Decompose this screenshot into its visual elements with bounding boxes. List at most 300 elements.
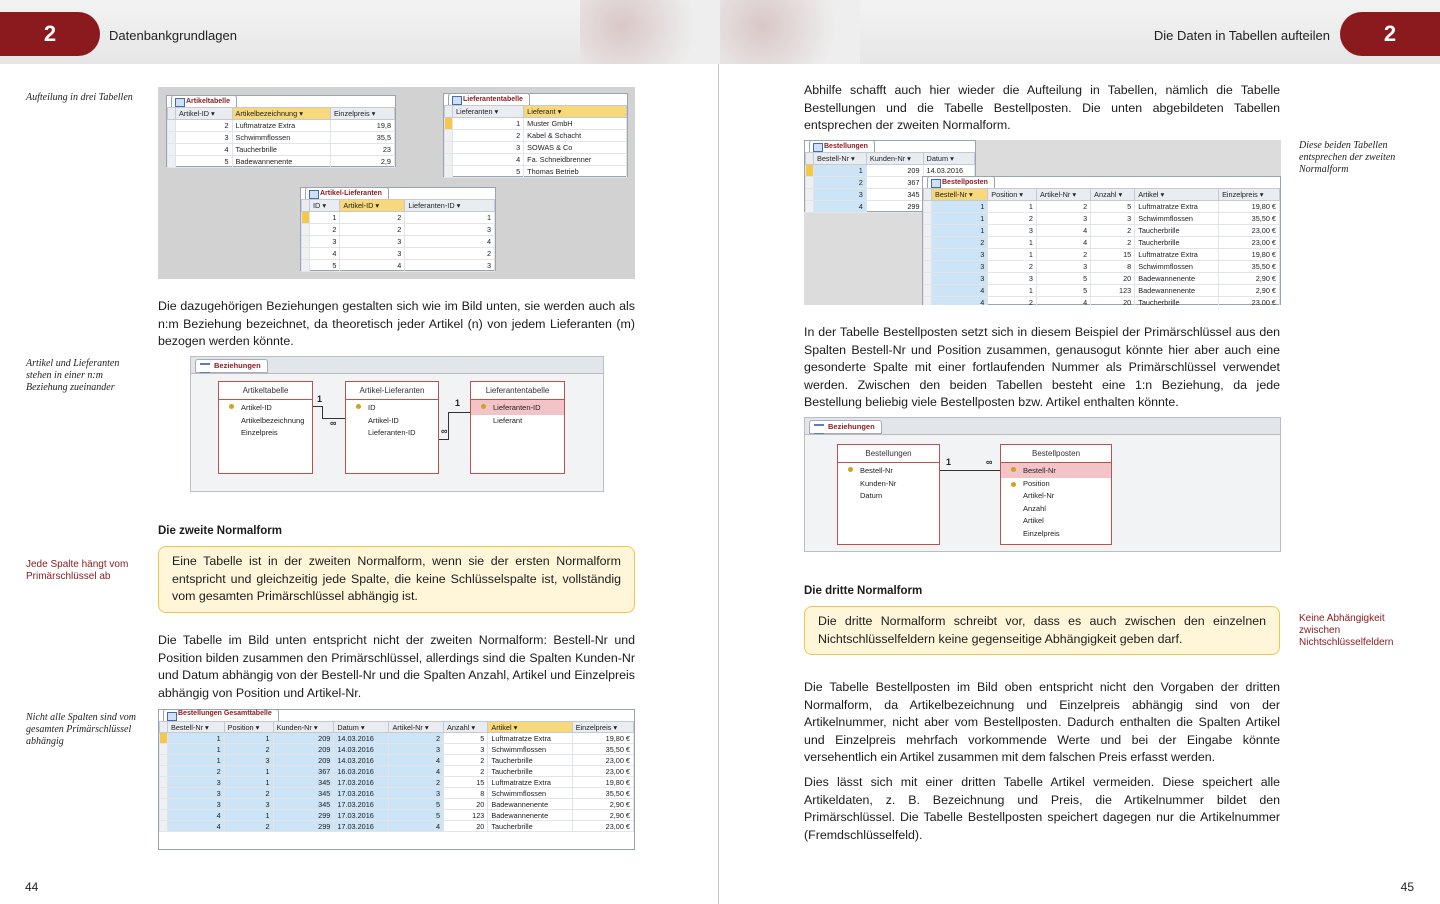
column-header[interactable]: Einzelpreis ▾ xyxy=(330,108,394,120)
column-header[interactable]: Kunden-Nr ▾ xyxy=(273,722,334,733)
table-cell[interactable]: 2 xyxy=(1091,225,1135,237)
table-cell[interactable]: 2 xyxy=(340,224,405,236)
table-cell[interactable]: 4 xyxy=(453,154,524,166)
table-cell[interactable]: 35,50 € xyxy=(572,788,633,799)
table-cell[interactable]: 20 xyxy=(444,799,488,810)
table-cell[interactable]: Schwimmflossen xyxy=(232,132,330,144)
table-cell[interactable]: 3 xyxy=(932,273,988,285)
table-row[interactable] xyxy=(160,744,634,755)
table-cell[interactable]: 2 xyxy=(405,248,495,260)
table-cell[interactable]: 3 xyxy=(224,799,273,810)
table-cell[interactable]: 1 xyxy=(988,249,1037,261)
entity-field: Einzelpreis xyxy=(1023,528,1060,538)
table-cell[interactable]: Schwimmflossen xyxy=(488,744,572,755)
table-cell[interactable]: 2 xyxy=(168,766,225,777)
table-cell[interactable]: 35,50 € xyxy=(1219,213,1280,225)
table-cell[interactable]: 3 xyxy=(1036,213,1090,225)
table-row[interactable] xyxy=(302,260,495,272)
row-selector[interactable] xyxy=(302,260,310,272)
row-selector[interactable] xyxy=(302,236,310,248)
table-row[interactable] xyxy=(445,130,627,142)
table-cell[interactable]: 5 xyxy=(1091,201,1135,213)
table-cell[interactable]: 14.03.2016 xyxy=(923,165,974,177)
column-header[interactable]: ID ▾ xyxy=(310,200,340,212)
table-row[interactable] xyxy=(160,810,634,821)
table-cell[interactable]: 2,90 € xyxy=(572,799,633,810)
column-header[interactable]: Position ▾ xyxy=(224,722,273,733)
table-cell[interactable]: 1 xyxy=(224,733,273,744)
table-cell[interactable]: 3 xyxy=(932,261,988,273)
table-cell[interactable]: 1 xyxy=(224,766,273,777)
row-selector[interactable] xyxy=(302,224,310,236)
table-cell[interactable]: Taucherbrille xyxy=(488,766,572,777)
right-page xyxy=(720,0,1440,904)
column-header[interactable]: Datum ▾ xyxy=(923,153,974,165)
table-cell[interactable]: 17.03.2016 xyxy=(334,788,389,799)
paragraph: Dies lässt sich mit einer dritten Tabelle Artikel vermeiden. Diese speichert alle Artikeldaten, z. B. Bezeichnung und Preis, die Artikelnummer bildet den Primärschlüssel. Die Tabelle Bestellposten speichert dagegen nur die Artikelnummer (Fremdschlüsselfeld). xyxy=(804,775,1280,842)
table-cell[interactable]: 20 xyxy=(1091,297,1135,306)
table-lieferanten xyxy=(443,93,628,177)
table-row[interactable] xyxy=(924,201,1280,213)
row-selector[interactable] xyxy=(924,261,932,273)
row-selector-header[interactable] xyxy=(806,153,814,165)
column-header[interactable]: Artikel ▾ xyxy=(488,722,572,733)
table-cell[interactable]: 3 xyxy=(340,236,405,248)
table-row[interactable] xyxy=(302,248,495,260)
row-selector[interactable] xyxy=(806,165,814,177)
table-cell[interactable]: 1 xyxy=(814,165,867,177)
table-cell[interactable]: 1 xyxy=(168,744,225,755)
table-cell[interactable]: 367 xyxy=(866,177,923,189)
table-cell[interactable]: 345 xyxy=(273,777,334,788)
table-cell[interactable]: 2 xyxy=(444,755,488,766)
table-cell[interactable]: 23,00 € xyxy=(572,821,633,832)
relation-line xyxy=(940,470,1000,471)
paragraph: Die Tabelle Bestellposten im Bild oben entspricht nicht den Vorgaben der dritten Normalform, da Artikelbezeichnung und Einzelpreis abhängig sind von der Artikelnummer, nicht aber vom Bestellposten. Dadurch enthalten die Spalten Artikel und Einzelpreis mehrfach vorkommende Werte und bei der Eingabe könnte versehentlich ein Artikel zusammen mit dem falschen Preis erfasst werden. xyxy=(804,680,1280,764)
cardinality-one: 1 xyxy=(455,398,461,408)
table-cell[interactable]: 1 xyxy=(310,212,340,224)
table-cell[interactable]: 19,80 € xyxy=(1219,201,1280,213)
table-cell[interactable]: 3 xyxy=(453,142,524,154)
table-cell[interactable]: 20 xyxy=(1091,273,1135,285)
table-cell[interactable]: 3 xyxy=(405,260,495,272)
row-selector[interactable] xyxy=(445,130,453,142)
table-cell[interactable]: 3 xyxy=(1036,261,1090,273)
table-cell[interactable]: 2 xyxy=(988,213,1037,225)
table-row[interactable] xyxy=(160,799,634,810)
table-cell[interactable]: 2 xyxy=(1036,249,1090,261)
table-cell[interactable]: Taucherbrille xyxy=(1135,237,1219,249)
table-cell[interactable]: 23 xyxy=(330,144,394,156)
table-cell[interactable]: 8 xyxy=(1091,261,1135,273)
column-header[interactable]: Lieferanten ▾ xyxy=(453,106,524,118)
page-header xyxy=(0,0,718,64)
table-cell[interactable]: 17.03.2016 xyxy=(334,799,389,810)
table-cell[interactable]: 17.03.2016 xyxy=(334,777,389,788)
row-selector[interactable] xyxy=(168,144,176,156)
table-bestellungen-gesamt xyxy=(158,709,635,850)
row-selector[interactable] xyxy=(924,237,932,249)
entity-artikel-lieferanten xyxy=(345,381,439,474)
table-cell[interactable]: 17.03.2016 xyxy=(334,821,389,832)
table-cell[interactable]: 14.03.2016 xyxy=(334,744,389,755)
row-selector[interactable] xyxy=(806,177,814,189)
table-row[interactable] xyxy=(302,236,495,248)
table-row[interactable] xyxy=(160,777,634,788)
column-header[interactable]: Artikel ▾ xyxy=(1135,189,1219,201)
column-header[interactable]: Artikel-ID ▾ xyxy=(176,108,233,120)
row-selector-header[interactable] xyxy=(168,108,176,120)
row-selector[interactable] xyxy=(445,142,453,154)
table-cell[interactable]: 3 xyxy=(168,777,225,788)
row-selector[interactable] xyxy=(924,249,932,261)
table-cell[interactable]: SOWAS & Co xyxy=(524,142,627,154)
table-cell[interactable]: 2 xyxy=(932,237,988,249)
table-cell[interactable]: 2 xyxy=(340,212,405,224)
table-cell[interactable]: 4 xyxy=(389,766,444,777)
row-selector[interactable] xyxy=(445,118,453,130)
relationships-canvas xyxy=(191,373,603,491)
table-row[interactable] xyxy=(924,213,1280,225)
table-cell[interactable]: 4 xyxy=(932,297,988,306)
column-header[interactable]: Anzahl ▾ xyxy=(444,722,488,733)
table-cell[interactable]: Luftmatratze Extra xyxy=(488,733,572,744)
table-cell[interactable]: 1 xyxy=(453,118,524,130)
table-cell[interactable]: Fa. Schneidbrenner xyxy=(524,154,627,166)
table-cell[interactable]: 19,80 € xyxy=(1219,249,1280,261)
table-cell[interactable]: 3 xyxy=(389,788,444,799)
page-number: 44 xyxy=(25,880,39,894)
table-cell[interactable]: 1 xyxy=(932,225,988,237)
table-cell[interactable]: 2 xyxy=(389,777,444,788)
table-cell[interactable]: 209 xyxy=(273,755,334,766)
row-selector[interactable] xyxy=(168,120,176,132)
column-header[interactable]: Einzelpreis ▾ xyxy=(1219,189,1280,201)
table-cell[interactable]: 15 xyxy=(1091,249,1135,261)
table-cell[interactable]: 23,00 € xyxy=(1219,237,1280,249)
table-cell[interactable]: 2,90 € xyxy=(1219,273,1280,285)
table-row[interactable] xyxy=(924,225,1280,237)
table-cell[interactable]: Taucherbrille xyxy=(1135,225,1219,237)
table-row[interactable] xyxy=(445,142,627,154)
table-row[interactable] xyxy=(924,249,1280,261)
table-row[interactable] xyxy=(302,212,495,224)
table-cell[interactable]: 3 xyxy=(988,225,1037,237)
table-cell[interactable]: 1 xyxy=(988,237,1037,249)
table-cell[interactable]: 5 xyxy=(453,166,524,178)
row-selector[interactable] xyxy=(924,213,932,225)
table-cell[interactable]: Taucherbrille xyxy=(488,755,572,766)
table-cell[interactable]: Luftmatratze Extra xyxy=(1135,201,1219,213)
table-row[interactable] xyxy=(160,733,634,744)
table-row[interactable] xyxy=(168,156,395,168)
table-cell[interactable]: 1 xyxy=(932,201,988,213)
table-row[interactable] xyxy=(302,224,495,236)
table-cell[interactable]: 3 xyxy=(814,189,867,201)
table-cell[interactable]: 23,00 € xyxy=(1219,297,1280,306)
table-cell[interactable]: 4 xyxy=(389,821,444,832)
table-cell[interactable]: 3 xyxy=(168,799,225,810)
table-cell[interactable]: 5 xyxy=(389,799,444,810)
table-cell[interactable]: 1 xyxy=(224,777,273,788)
table-cell[interactable]: 4 xyxy=(168,821,225,832)
table-cell[interactable]: 2 xyxy=(389,733,444,744)
row-selector[interactable] xyxy=(160,810,168,821)
table-row[interactable] xyxy=(160,821,634,832)
table-cell[interactable]: 1 xyxy=(224,810,273,821)
table-cell[interactable]: 23,00 € xyxy=(1219,225,1280,237)
table-cell[interactable]: 4 xyxy=(310,248,340,260)
row-selector[interactable] xyxy=(160,821,168,832)
table-cell[interactable]: 3 xyxy=(389,744,444,755)
row-selector[interactable] xyxy=(160,766,168,777)
table-row[interactable] xyxy=(168,132,395,144)
section-heading: Die zweite Normalform xyxy=(158,525,282,537)
table-cell[interactable]: 1 xyxy=(168,755,225,766)
table-cell[interactable]: 2 xyxy=(1036,201,1090,213)
row-selector-header[interactable] xyxy=(445,106,453,118)
table-cell[interactable]: 5 xyxy=(444,733,488,744)
column-header[interactable]: Artikel-ID ▾ xyxy=(340,200,405,212)
table-cell[interactable]: Schwimmflossen xyxy=(1135,261,1219,273)
table-cell[interactable]: 2 xyxy=(988,261,1037,273)
figure-relationships-nm xyxy=(190,356,604,492)
table-row[interactable] xyxy=(924,285,1280,297)
row-selector[interactable] xyxy=(924,225,932,237)
table-cell[interactable]: 2 xyxy=(1091,237,1135,249)
table-cell[interactable]: 2 xyxy=(453,130,524,142)
table-cell[interactable]: 5 xyxy=(310,260,340,272)
column-header[interactable]: Artikelbezeichnung ▾ xyxy=(232,108,330,120)
table-cell[interactable]: 4 xyxy=(168,810,225,821)
table-cell[interactable]: 19,80 € xyxy=(572,733,633,744)
table-cell[interactable]: 35,50 € xyxy=(1219,261,1280,273)
table-cell[interactable]: Badewannenente xyxy=(1135,273,1219,285)
column-header[interactable]: Artikel-Nr ▾ xyxy=(389,722,444,733)
table-cell[interactable]: 35,50 € xyxy=(572,744,633,755)
table-cell[interactable]: Badewannenente xyxy=(488,810,572,821)
table-cell[interactable]: 14.03.2016 xyxy=(334,733,389,744)
column-header[interactable]: Bestell-Nr ▾ xyxy=(168,722,225,733)
entity-title: Lieferantentabelle xyxy=(471,382,564,400)
table-row[interactable] xyxy=(924,297,1280,306)
table-cell[interactable]: 3 xyxy=(988,273,1037,285)
table-cell[interactable]: 1 xyxy=(988,201,1037,213)
table-cell[interactable]: 1 xyxy=(168,733,225,744)
table-cell[interactable]: 17.03.2016 xyxy=(334,810,389,821)
table-cell[interactable]: Luftmatratze Extra xyxy=(1135,249,1219,261)
table-cell[interactable]: Taucherbrille xyxy=(1135,297,1219,306)
row-selector[interactable] xyxy=(924,285,932,297)
row-selector[interactable] xyxy=(168,156,176,168)
relation-line xyxy=(439,439,448,440)
table-row[interactable] xyxy=(924,273,1280,285)
table-row[interactable] xyxy=(168,144,395,156)
table-cell[interactable]: 3 xyxy=(176,132,233,144)
table-cell[interactable]: 5 xyxy=(176,156,233,168)
table-row[interactable] xyxy=(160,755,634,766)
row-selector[interactable] xyxy=(160,788,168,799)
table-cell[interactable]: 3 xyxy=(340,248,405,260)
column-header[interactable]: Artikel-Nr ▾ xyxy=(1036,189,1090,201)
table-cell[interactable]: 1 xyxy=(405,212,495,224)
row-selector[interactable] xyxy=(924,201,932,213)
table-cell[interactable]: Luftmatratze Extra xyxy=(488,777,572,788)
table-cell[interactable]: 3 xyxy=(1091,213,1135,225)
table-row[interactable] xyxy=(168,120,395,132)
table-cell[interactable]: 2,90 € xyxy=(1219,285,1280,297)
table-row[interactable] xyxy=(160,788,634,799)
column-header[interactable]: Anzahl ▾ xyxy=(1091,189,1135,201)
table-cell[interactable]: 3 xyxy=(310,236,340,248)
table-cell[interactable]: 299 xyxy=(866,201,923,213)
table-cell[interactable]: 15 xyxy=(444,777,488,788)
table-cell[interactable]: 5 xyxy=(1036,273,1090,285)
table-cell[interactable]: 8 xyxy=(444,788,488,799)
entity-title: Bestellposten xyxy=(1001,445,1111,463)
table-cell[interactable]: 23,00 € xyxy=(572,766,633,777)
table-cell[interactable]: 4 xyxy=(1036,297,1090,306)
table-cell[interactable]: 345 xyxy=(273,788,334,799)
table-cell[interactable]: 20 xyxy=(444,821,488,832)
table-cell[interactable]: Badewannenente xyxy=(1135,285,1219,297)
table-cell[interactable]: 4 xyxy=(389,755,444,766)
table-cell[interactable]: 1 xyxy=(988,285,1037,297)
row-selector[interactable] xyxy=(160,744,168,755)
entity-field: Artikel-ID xyxy=(368,415,399,425)
row-selector[interactable] xyxy=(160,755,168,766)
table-cell[interactable]: 5 xyxy=(389,810,444,821)
table-cell[interactable]: 2 xyxy=(224,821,273,832)
table-cell[interactable]: 2,90 € xyxy=(572,810,633,821)
table-cell[interactable]: 209 xyxy=(273,733,334,744)
entity-bestellposten xyxy=(1000,444,1112,545)
table-cell[interactable]: 3 xyxy=(168,788,225,799)
column-header[interactable]: Kunden-Nr ▾ xyxy=(866,153,923,165)
table-cell[interactable]: Luftmatratze Extra xyxy=(232,120,330,132)
table-cell[interactable]: 1 xyxy=(932,213,988,225)
row-selector[interactable] xyxy=(302,212,310,224)
table-cell[interactable]: Schwimmflossen xyxy=(488,788,572,799)
row-selector[interactable] xyxy=(160,777,168,788)
table-cell[interactable]: 2 xyxy=(814,177,867,189)
table-cell[interactable]: Kabel & Schacht xyxy=(524,130,627,142)
table-cell[interactable]: 4 xyxy=(814,201,867,213)
column-header[interactable]: Position ▾ xyxy=(988,189,1037,201)
table-row[interactable] xyxy=(806,165,975,177)
cardinality-many: ∞ xyxy=(330,418,337,428)
table-cell[interactable]: 23,00 € xyxy=(572,755,633,766)
table-cell[interactable]: 4 xyxy=(176,144,233,156)
cardinality-many: ∞ xyxy=(441,426,448,436)
row-selector[interactable] xyxy=(924,273,932,285)
table-row[interactable] xyxy=(924,237,1280,249)
table-cell[interactable]: 2 xyxy=(176,120,233,132)
table-row[interactable] xyxy=(924,261,1280,273)
row-selector[interactable] xyxy=(445,154,453,166)
table-cell[interactable]: 4 xyxy=(932,285,988,297)
relationships-tab: Beziehungen xyxy=(809,420,882,434)
column-header[interactable]: Lieferanten-ID ▾ xyxy=(405,200,495,212)
row-selector[interactable] xyxy=(168,132,176,144)
column-header[interactable]: Datum ▾ xyxy=(334,722,389,733)
column-header[interactable]: Lieferant ▾ xyxy=(524,106,627,118)
margin-note: Jede Spalte hängt vom Primärschlüssel ab xyxy=(26,559,129,582)
table-cell[interactable]: 5 xyxy=(1036,285,1090,297)
row-selector[interactable] xyxy=(806,189,814,201)
table-cell[interactable]: 123 xyxy=(444,810,488,821)
row-selector[interactable] xyxy=(302,248,310,260)
table-cell[interactable]: 123 xyxy=(1091,285,1135,297)
table-cell[interactable]: Badewannenente xyxy=(488,799,572,810)
table-cell[interactable]: Badewannenente xyxy=(232,156,330,168)
cardinality-one: 1 xyxy=(317,394,323,404)
header-decoration xyxy=(580,0,720,64)
table-cell[interactable]: 299 xyxy=(273,821,334,832)
table-cell[interactable]: 4 xyxy=(405,236,495,248)
row-selector[interactable] xyxy=(160,799,168,810)
table-cell[interactable]: 3 xyxy=(932,249,988,261)
entity-field: Datum xyxy=(860,491,883,500)
row-selector-header[interactable] xyxy=(160,722,168,733)
table-row[interactable] xyxy=(160,766,634,777)
column-header[interactable]: Bestell-Nr ▾ xyxy=(932,189,988,201)
table-cell[interactable]: 19,8 xyxy=(330,120,394,132)
table-cell[interactable]: Taucherbrille xyxy=(232,144,330,156)
row-selector-header[interactable] xyxy=(924,189,932,201)
table-row[interactable] xyxy=(445,118,627,130)
table-cell[interactable]: 2 xyxy=(224,788,273,799)
table-cell[interactable]: 345 xyxy=(866,189,923,201)
table-cell[interactable]: 209 xyxy=(866,165,923,177)
table-cell[interactable]: 14.03.2016 xyxy=(334,755,389,766)
row-selector[interactable] xyxy=(806,201,814,213)
table-cell[interactable]: 3 xyxy=(444,744,488,755)
table-cell[interactable]: 2,9 xyxy=(330,156,394,168)
table-cell[interactable]: 2 xyxy=(224,744,273,755)
table-cell[interactable]: 2 xyxy=(988,297,1037,306)
table-cell[interactable]: 3 xyxy=(405,224,495,236)
grid xyxy=(159,721,634,832)
row-selector[interactable] xyxy=(924,297,932,306)
column-header[interactable]: Bestell-Nr ▾ xyxy=(814,153,867,165)
column-header[interactable]: Einzelpreis ▾ xyxy=(572,722,633,733)
table-cell[interactable]: Thomas Betrieb xyxy=(524,166,627,178)
table-cell[interactable]: 16.03.2016 xyxy=(334,766,389,777)
row-selector-header[interactable] xyxy=(302,200,310,212)
row-selector[interactable] xyxy=(445,166,453,178)
table-cell[interactable]: Taucherbrille xyxy=(488,821,572,832)
table-cell[interactable]: Muster GmbH xyxy=(524,118,627,130)
row-selector[interactable] xyxy=(160,733,168,744)
table-cell[interactable]: 35,5 xyxy=(330,132,394,144)
table-cell[interactable]: 4 xyxy=(1036,225,1090,237)
table-cell[interactable]: 3 xyxy=(224,755,273,766)
table-cell[interactable]: 367 xyxy=(273,766,334,777)
table-cell[interactable]: 4 xyxy=(1036,237,1090,249)
table-cell[interactable]: 2 xyxy=(444,766,488,777)
table-cell[interactable]: 209 xyxy=(273,744,334,755)
table-cell[interactable]: 2 xyxy=(310,224,340,236)
table-row[interactable] xyxy=(445,154,627,166)
table-cell[interactable]: 4 xyxy=(340,260,405,272)
table-cell[interactable]: 299 xyxy=(273,810,334,821)
table-cell[interactable]: 19,80 € xyxy=(572,777,633,788)
table-cell[interactable]: 345 xyxy=(273,799,334,810)
table-cell[interactable]: Schwimmflossen xyxy=(1135,213,1219,225)
table-artikel xyxy=(166,95,396,167)
table-row[interactable] xyxy=(445,166,627,178)
